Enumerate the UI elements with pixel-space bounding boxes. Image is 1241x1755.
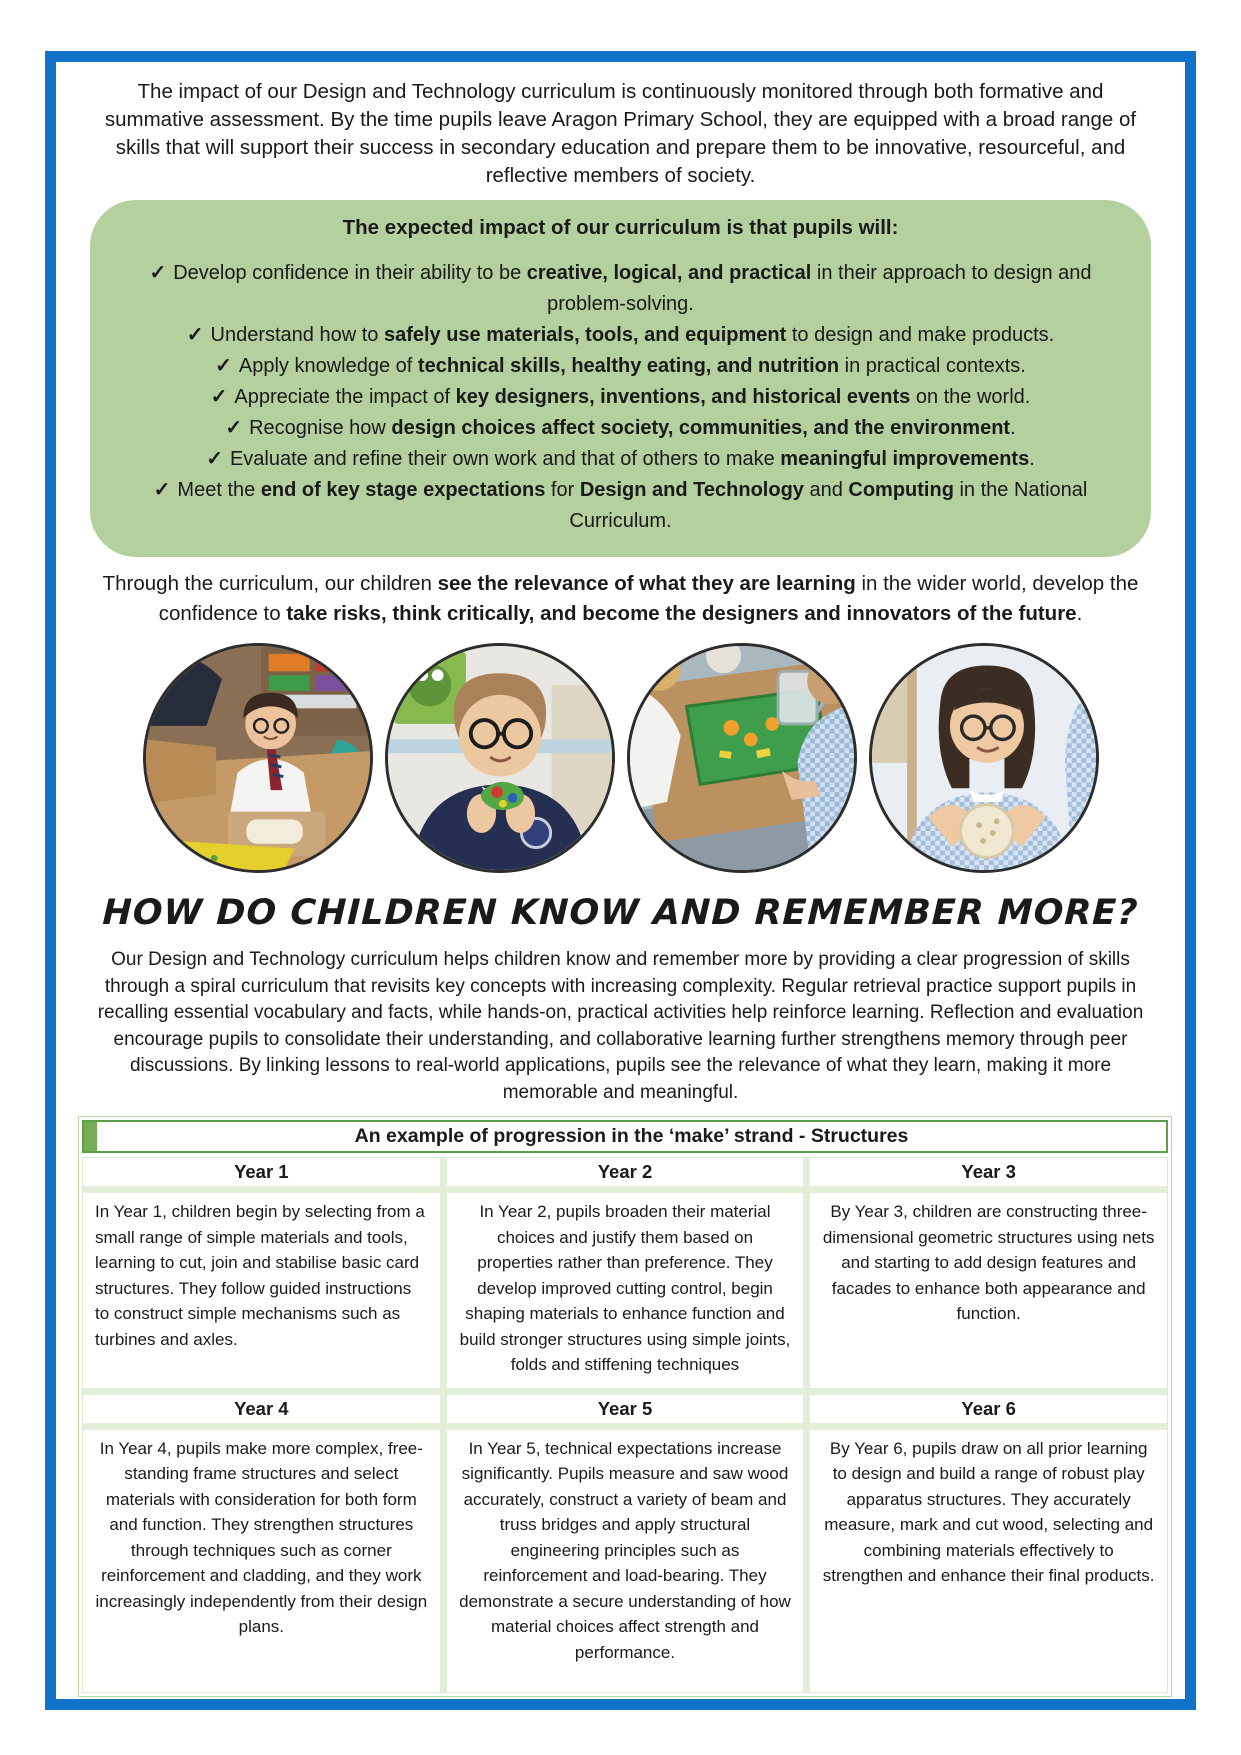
photo-pupil-preparing-food <box>143 643 373 873</box>
check-icon: ✓ <box>225 417 243 439</box>
impact-bullet <box>136 413 1105 444</box>
page-content <box>56 62 1185 1697</box>
check-icon: ✓ <box>186 324 204 346</box>
check-icon: ✓ <box>149 262 167 284</box>
impact-bullet <box>136 320 1105 351</box>
impact-bullet <box>136 475 1105 537</box>
check-icon: ✓ <box>153 479 171 501</box>
table-header-year-4: Year 4 <box>83 1395 440 1423</box>
impact-bullet <box>136 351 1105 382</box>
photo-row <box>78 643 1163 873</box>
table-header-year-1: Year 1 <box>83 1158 440 1186</box>
impact-bullet <box>136 258 1105 320</box>
table-cell-year-5: In Year 5, technical expectations increase significantly. Pupils measure and saw wood accurately, construct a variety of beam and truss bridges and apply structural engineering principles such as reinforcement and load-bearing. They demonstrate a secure understanding of how material choices affect strength and performance. <box>447 1430 804 1692</box>
impact-bullet-text: Recognise how design choices affect society, communities, and the environment. <box>249 417 1016 439</box>
table-cell-year-4: In Year 4, pupils make more complex, free-standing frame structures and select materials with consideration for both form and function. They strengthen structures through techniques such as corner reinforcement and cladding, and they work increasingly independently from their design plans. <box>83 1430 440 1692</box>
impact-box-title: The expected impact of our curriculum is that pupils will: <box>342 216 899 239</box>
impact-bullet <box>136 382 1105 413</box>
impact-bullet-text: Meet the end of key stage expectations for Design and Technology and Computing in the National Curriculum. <box>177 479 1088 532</box>
table-title-accent <box>84 1122 97 1151</box>
photo-pupils-chopping-fruit <box>627 643 857 873</box>
table-header-year-3: Year 3 <box>810 1158 1167 1186</box>
memory-paragraph: Our Design and Technology curriculum helps children know and remember more by providing a clear progression of skills through a spiral curriculum that revisits key concepts with increasing complexity. Regular retrieval practice support pupils in recalling essential vocabulary and facts, while hands-on, practical activities help reinforce learning. Reflection and evaluation encourage pupils to consolidate their understanding, and collaborative learning further strengthens memory through peer discussions. By linking lessons to real-world applications, pupils see the relevance of what they learn, making it more memorable and meaningful. <box>97 949 1144 1103</box>
table-cell-year-2: In Year 2, pupils broaden their material choices and justify them based on properties rather than preference. They develop improved cutting control, begin shaping materials to enhance function and build stronger structures using simple joints, folds and stiffening techniques <box>447 1193 804 1388</box>
progression-table <box>78 1116 1172 1697</box>
impact-bullet-text: Develop confidence in their ability to be creative, logical, and practical in their approach to design and problem-solving. <box>173 262 1092 315</box>
relevance-paragraph: Through the curriculum, our children see the relevance of what they are learning in the wider world, develop the confidence to take risks, think critically, and become the designers and innovators of the future. <box>102 572 1139 625</box>
expected-impact-box <box>90 200 1151 557</box>
table-header-year-5: Year 5 <box>447 1395 804 1423</box>
page-title: HOW DO CHILDREN KNOW AND REMEMBER MORE? <box>101 893 1140 933</box>
intro-paragraph: The impact of our Design and Technology curriculum is continuously monitored through both formative and summative assessment. By the time pupils leave Aragon Primary School, they are equipped with a broad range of skills that will support their success in secondary education and prepare them to be innovative, resourceful, and reflective members of society. <box>104 80 1137 187</box>
table-cell-year-3: By Year 3, children are constructing three-dimensional geometric structures using nets and starting to add design features and facades to enhance both appearance and function. <box>810 1193 1167 1388</box>
table-header-year-6: Year 6 <box>810 1395 1167 1423</box>
photo-boy-showing-model <box>385 643 615 873</box>
impact-bullet-text: Evaluate and refine their own work and that of others to make meaningful improvements. <box>229 448 1035 470</box>
impact-bullet-text: Appreciate the impact of key designers, inventions, and historical events on the world. <box>234 386 1031 408</box>
impact-bullet-text: Understand how to safely use materials, tools, and equipment to design and make products. <box>210 324 1055 346</box>
table-grid <box>82 1157 1168 1693</box>
table-cell-year-6: By Year 6, pupils draw on all prior learning to design and build a range of robust play apparatus structures. They accurately measure, mark and cut wood, selecting and combining materials effectively to strengthen and enhance their final products. <box>810 1430 1167 1692</box>
check-icon: ✓ <box>215 355 232 377</box>
page-border <box>45 51 1196 1710</box>
table-header-year-2: Year 2 <box>447 1158 804 1186</box>
check-icon: ✓ <box>210 386 228 408</box>
check-icon: ✓ <box>206 448 223 470</box>
table-title-row <box>82 1120 1168 1153</box>
photo-girl-holding-food <box>869 643 1099 873</box>
table-cell-year-1: In Year 1, children begin by selecting from a small range of simple materials and tools, learning to cut, join and stabilise basic card structures. They follow guided instructions to construct simple mechanisms such as turbines and axles. <box>83 1193 440 1388</box>
impact-bullet <box>136 444 1105 475</box>
table-title: An example of progression in the ‘make’ strand - Structures <box>354 1125 909 1147</box>
impact-bullet-text: Apply knowledge of technical skills, healthy eating, and nutrition in practical contexts. <box>238 355 1026 377</box>
